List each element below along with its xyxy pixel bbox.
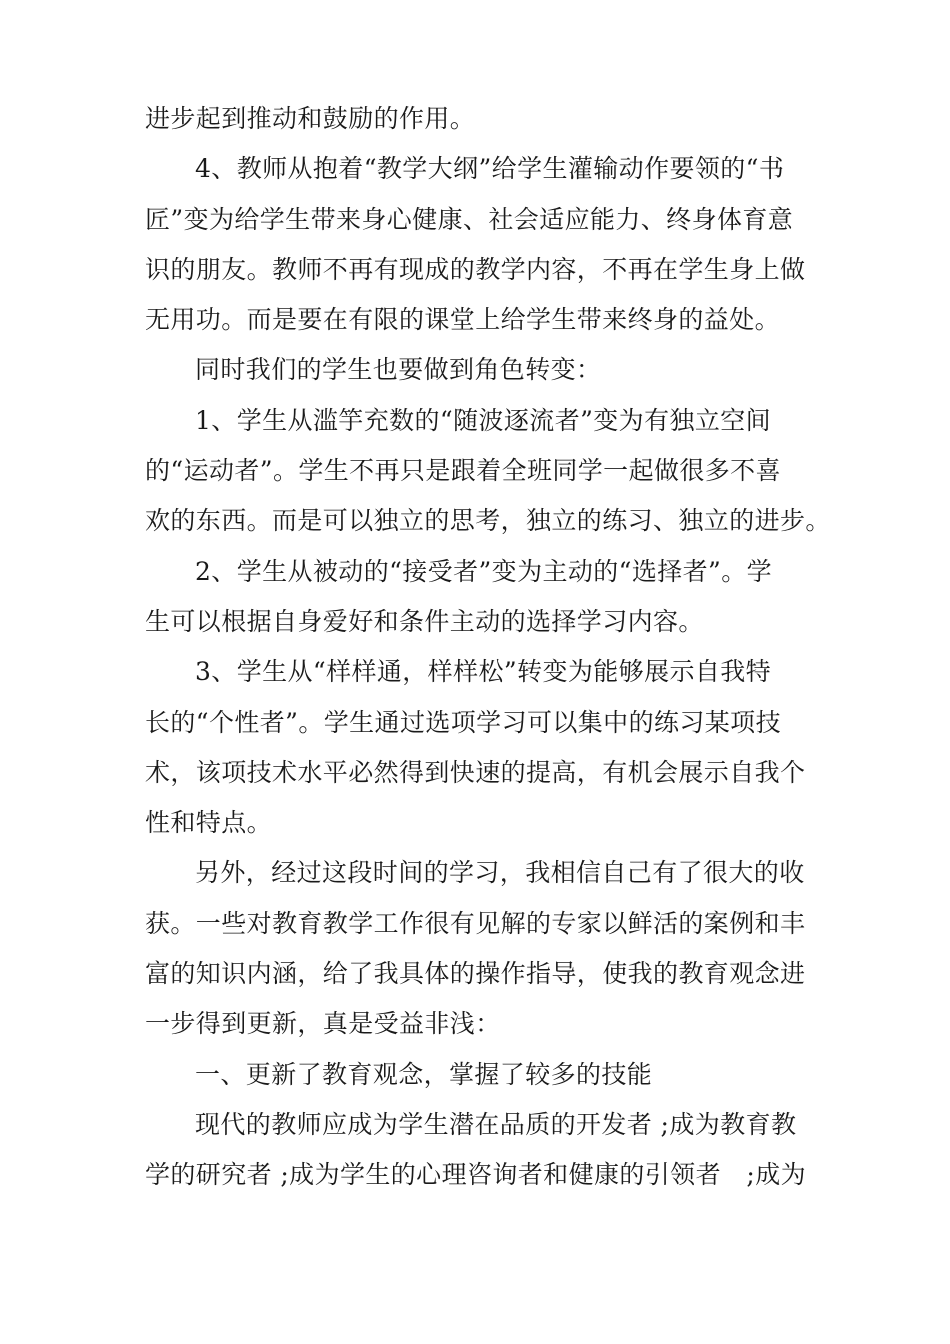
text-line: 学的研究者 ;成为学生的心理咨询者和健康的引领者 ;成为 [145,1160,806,1190]
text-line: 术，该项技术水平必然得到快速的提高，有机会展示自我个 [145,757,806,787]
text-line: 同时我们的学生也要做到角色转变： [195,355,602,385]
text-line: 生可以根据自身爱好和条件主动的选择学习内容。 [145,606,704,636]
text-line: 性和特点。 [145,808,273,838]
text-line: 4、教师从抱着“教学大纲”给学生灌输动作要领的“书 [195,154,785,184]
document-body [145,94,831,1201]
text-line: 的“运动者”。学生不再只是跟着全班同学一起做很多不喜 [145,456,781,486]
text-line: 富的知识内涵，给了我具体的操作指导，使我的教育观念进 [145,959,806,989]
text-line: 一、更新了教育观念，掌握了较多的技能 [195,1059,653,1089]
text-line: 现代的教师应成为学生潜在品质的开发者 ;成为教育教 [195,1109,797,1139]
text-line: 获。一些对教育教学工作很有见解的专家以鲜活的案例和丰 [145,908,806,938]
text-line: 识的朋友。教师不再有现成的教学内容，不再在学生身上做 [145,254,806,284]
text-line: 长的“个性者”。学生通过选项学习可以集中的练习某项技 [145,707,781,737]
text-line: 3、学生从“样样通，样样松”转变为能够展示自我特 [195,657,772,687]
text-line: 进步起到推动和鼓励的作用。 [145,104,476,133]
text-line: 欢的东西。而是可以独立的思考，独立的练习、独立的进步。 [145,506,831,536]
text-line: 另外，经过这段时间的学习，我相信自己有了很大的收 [195,858,805,888]
text-line: 无用功。而是要在有限的课堂上给学生带来终身的益处。 [145,305,781,335]
text-line: 一步得到更新，真是受益非浅： [145,1009,501,1039]
text-line: 2、学生从被动的“接受者”变为主动的“选择者”。学 [195,556,773,586]
text-line: 匠”变为给学生带来身心健康、社会适应能力、终身体育意 [145,204,794,234]
text-line: 1、学生从滥竽充数的“随波逐流者”变为有独立空间 [195,405,772,435]
